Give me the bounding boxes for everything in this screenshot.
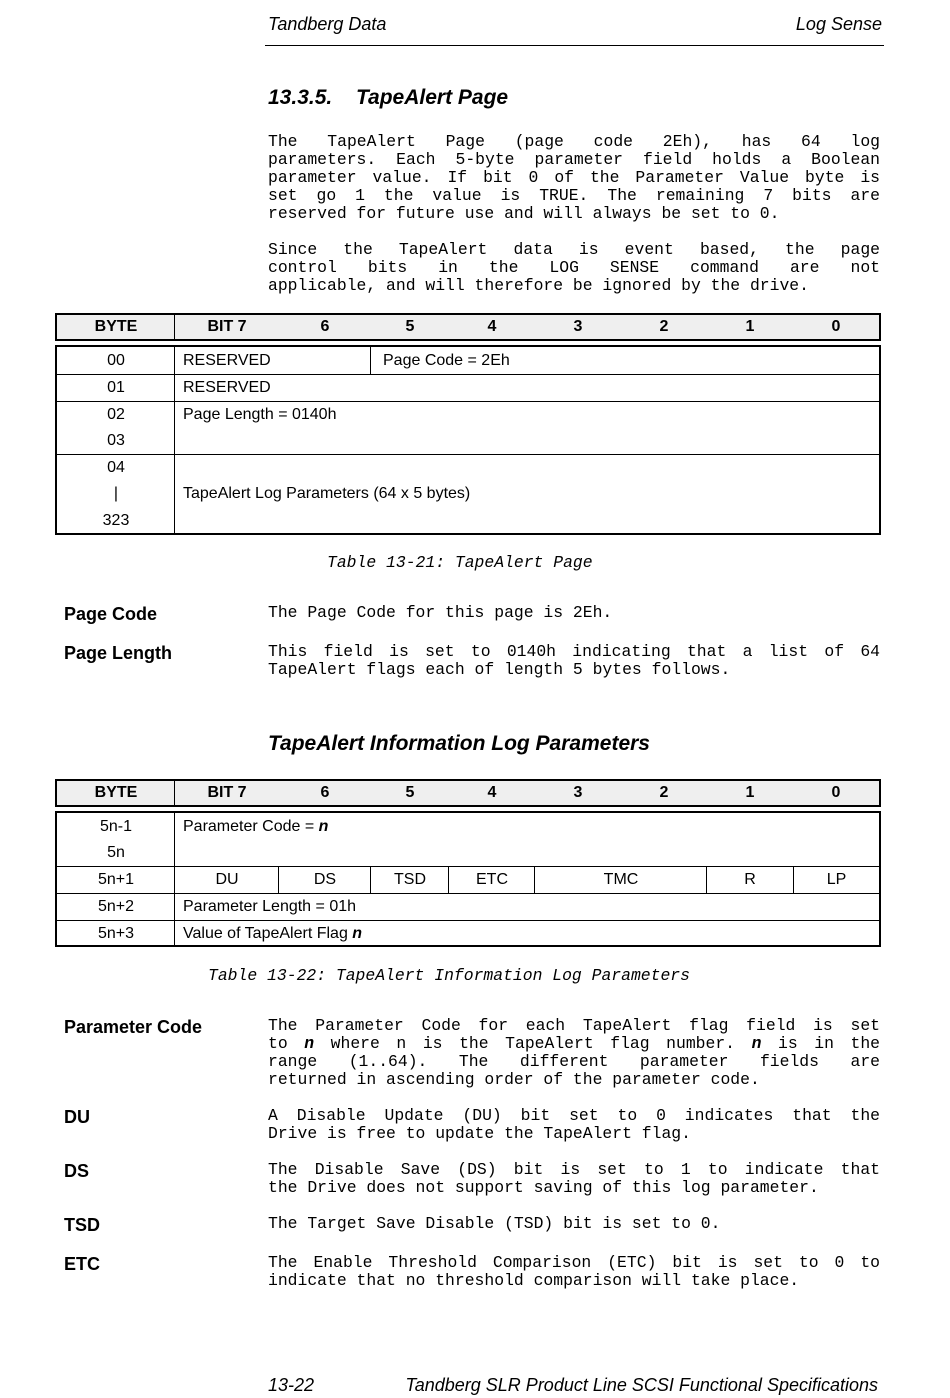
- term-ds: DS: [64, 1161, 90, 1181]
- header-bit-0: 0: [831, 318, 841, 335]
- header-bit-2: 2: [659, 318, 669, 335]
- footer-title: Tandberg SLR Product Line SCSI Functional Specifications: [405, 1375, 878, 1395]
- header-bit-4: 4: [487, 318, 497, 335]
- byte-range-bar: |: [113, 485, 119, 502]
- section-heading: [268, 86, 508, 110]
- header-bit-1: 1: [745, 784, 755, 801]
- text-line: returned in ascending order of the parameter code.: [268, 1070, 760, 1089]
- text-line: indicate that no threshold comparison will take place.: [268, 1271, 800, 1290]
- section-number: 13.3.5.: [268, 86, 333, 109]
- text-line: applicable, and will therefore be ignored by the drive.: [268, 276, 809, 295]
- table1-header: [55, 313, 881, 341]
- text-line: the Drive does not support saving of this log parameter.: [268, 1178, 819, 1197]
- variable-n: n: [751, 1034, 762, 1053]
- header-bit-5: 5: [405, 784, 415, 801]
- text-line: A Disable Update (DU) bit set to 0 indicates that the: [268, 1106, 880, 1125]
- text-line: range (1..64). The different parameter fields are: [268, 1052, 880, 1071]
- text-line: Since the TapeAlert data is event based, the page: [268, 240, 880, 259]
- row-rule: [57, 920, 879, 921]
- header-bit-2: 2: [659, 784, 669, 801]
- byte-cell: 03: [107, 432, 125, 449]
- header-bit-3: 3: [573, 318, 583, 335]
- byte-cell: 5n+3: [97, 925, 135, 942]
- field-cell: [177, 925, 362, 943]
- text-run: where n is the TapeAlert flag number.: [314, 1034, 752, 1053]
- intro-paragraph-2: [268, 241, 880, 295]
- field-cell: [177, 818, 328, 836]
- text-line: [268, 1035, 880, 1053]
- text-line: The TapeAlert Page (page code 2Eh), has 64 log: [268, 132, 880, 151]
- byte-cell: 01: [107, 379, 125, 396]
- row-rule: [57, 374, 879, 375]
- row-rule: [57, 401, 879, 402]
- byte-cell: 5n: [107, 844, 125, 861]
- variable-n: n: [352, 925, 363, 942]
- byte-cell: 5n-1: [99, 818, 133, 835]
- table2-body: [55, 811, 881, 947]
- text-line: TapeAlert flags each of length 5 bytes follows.: [268, 660, 731, 679]
- field-cell: RESERVED: [183, 379, 271, 396]
- text-line: The Page Code for this page is 2Eh.: [268, 603, 613, 622]
- text-line: reserved for future use and will always be set to 0.: [268, 204, 780, 223]
- section-title: TapeAlert Page: [356, 86, 509, 109]
- def-page-code: [268, 604, 880, 622]
- text-line: Drive is free to update the TapeAlert flag.: [268, 1124, 691, 1143]
- variable-n: n: [304, 1034, 315, 1053]
- text-run: to: [268, 1034, 305, 1053]
- byte-cell: 04: [107, 459, 125, 476]
- variable-n: n: [318, 818, 329, 835]
- page-number: 13-22: [268, 1375, 315, 1395]
- table1-body: [55, 345, 881, 535]
- header-byte: BYTE: [94, 318, 138, 335]
- text-line: control bits in the LOG SENSE command are not: [268, 258, 880, 277]
- text-line: The Disable Save (DS) bit is set to 1 to indicate that: [268, 1160, 880, 1179]
- term-tsd: TSD: [64, 1215, 100, 1235]
- field-text: Value of TapeAlert Flag: [183, 925, 353, 942]
- def-ds: [268, 1161, 880, 1197]
- def-page-length: [268, 643, 880, 679]
- text-line: parameters. Each 5-byte parameter field holds a Boolean: [268, 150, 880, 169]
- term-page-length: Page Length: [64, 643, 173, 663]
- header-bit-0: 0: [831, 784, 841, 801]
- term-page-code: Page Code: [64, 604, 158, 624]
- table2-caption: Table 13-22: TapeAlert Information Log Parameters: [208, 966, 690, 985]
- bit-etc: ETC: [476, 871, 508, 888]
- text-run: is in the: [761, 1034, 880, 1053]
- divider: [370, 347, 371, 374]
- term-du: DU: [64, 1107, 90, 1127]
- running-header-right: Log Sense: [795, 14, 882, 34]
- header-bit-5: 5: [405, 318, 415, 335]
- header-bit-6: 6: [320, 784, 330, 801]
- bit-tsd: TSD: [394, 871, 426, 888]
- table1-caption: Table 13-21: TapeAlert Page: [327, 553, 593, 572]
- text-line: The Target Save Disable (TSD) bit is set to 0.: [268, 1214, 721, 1233]
- text-line: The Enable Threshold Comparison (ETC) bit is set to 0 to: [268, 1253, 880, 1272]
- table2-header: [55, 779, 881, 807]
- text-line: set go 1 the value is TRUE. The remaining 7 bits are: [268, 186, 880, 205]
- field-cell: TapeAlert Log Parameters (64 x 5 bytes): [183, 485, 471, 502]
- header-bit-1: 1: [745, 318, 755, 335]
- subsection-heading: TapeAlert Information Log Parameters: [268, 732, 650, 755]
- row-rule: [57, 866, 879, 867]
- def-parameter-code: [268, 1017, 880, 1089]
- field-cell: Page Code = 2Eh: [383, 352, 510, 369]
- field-cell: Parameter Length = 01h: [183, 898, 357, 915]
- text-line: The Parameter Code for each TapeAlert flag field is set: [268, 1016, 880, 1035]
- header-bit-4: 4: [487, 784, 497, 801]
- intro-paragraph: [268, 133, 880, 223]
- byte-cell: 00: [107, 352, 125, 369]
- byte-cell: 02: [107, 406, 125, 423]
- term-etc: ETC: [64, 1254, 100, 1274]
- def-tsd: [268, 1215, 880, 1233]
- header-bit-6: 6: [320, 318, 330, 335]
- header-rule: [265, 45, 884, 46]
- def-du: [268, 1107, 880, 1143]
- header-bit-3: 3: [573, 784, 583, 801]
- header-bit-7: BIT 7: [207, 318, 247, 335]
- field-cell: Page Length = 0140h: [183, 406, 337, 423]
- bit-lp: LP: [826, 871, 847, 888]
- text-line: This field is set to 0140h indicating that a list of 64: [268, 642, 880, 661]
- bit-tmc: TMC: [603, 871, 639, 888]
- def-etc: [268, 1254, 880, 1290]
- bit-du: DU: [215, 871, 239, 888]
- byte-cell: 5n+1: [97, 871, 135, 888]
- bit-r: R: [744, 871, 756, 888]
- text-line: parameter value. If bit 0 of the Parameter Value byte is: [268, 168, 880, 187]
- field-text: Parameter Code =: [183, 818, 319, 835]
- header-bit-7: BIT 7: [207, 784, 247, 801]
- row-rule: [57, 893, 879, 894]
- byte-cell: 5n+2: [97, 898, 135, 915]
- running-header-left: Tandberg Data: [268, 14, 387, 34]
- term-parameter-code: Parameter Code: [64, 1017, 203, 1037]
- bit-ds: DS: [313, 871, 337, 888]
- byte-cell: 323: [102, 512, 130, 529]
- field-cell: RESERVED: [183, 352, 271, 369]
- row-rule: [57, 454, 879, 455]
- header-byte: BYTE: [94, 784, 138, 801]
